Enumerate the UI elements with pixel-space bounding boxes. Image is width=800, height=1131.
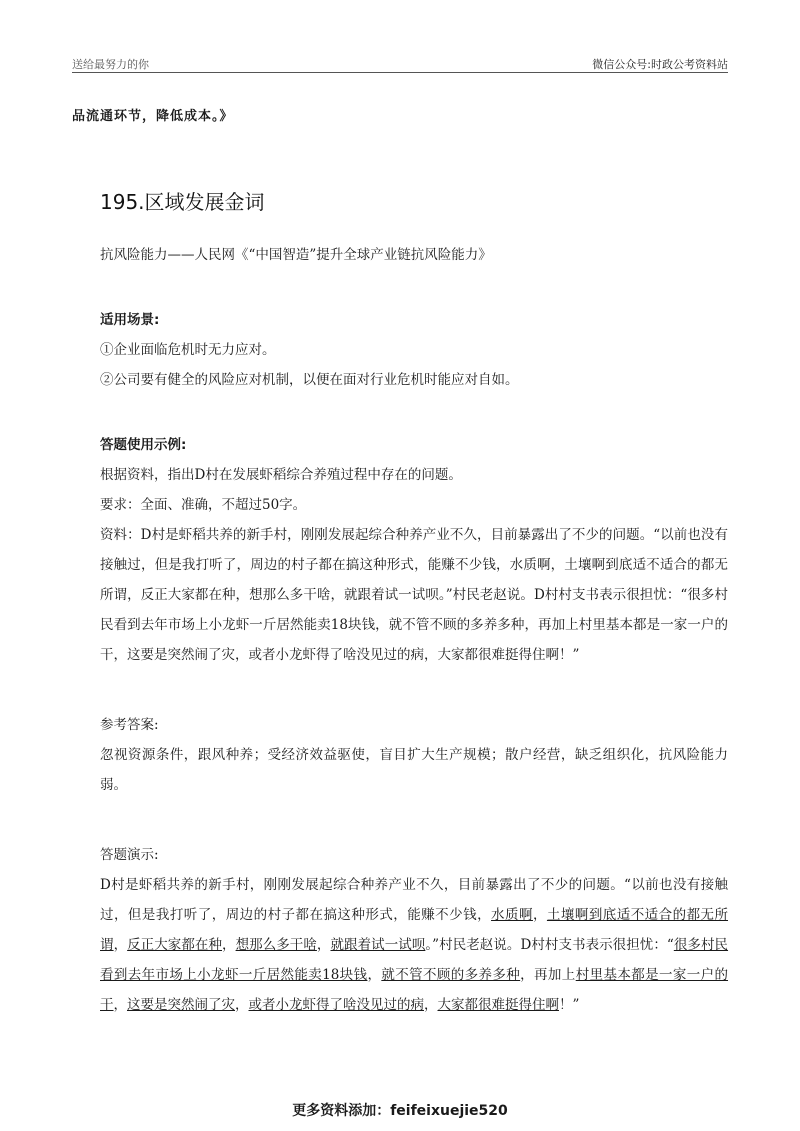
demo-text (100, 870, 728, 1020)
example-material: 资料：D村是虾稻共养的新手村，刚刚发展起综合种养产业不久，目前暴露出了不少的问题。“以前也没有接触过，但是我打听了，周边的村子都在搞这种形式，能赚不少钱，水质啊，土壤啊到底适不适合的都无所谓，反正大家都在种，想那么多干啥，就跟着试一试呗。”村民老赵说。D村村支书表示很担忧：“很多村民看到去年市场上小龙虾一斤居然能卖18块钱，就不管不顾的多养多种，再加上村里基本都是一家一户的干，这要是突然闹了灾，或者小龙虾得了啥没见过的病，大家都很难挺得住啊！” (100, 527, 728, 663)
demo-segment: 土壤啊到底适不适合的都无所谓 (100, 907, 729, 953)
reference-answer: 忽视资源条件，跟风种养；受经济效益驱使，盲目扩大生产规模；散户经营，缺乏组织化，抗风险能力弱。 (100, 747, 728, 793)
demo-segment: 水质啊 (491, 907, 533, 923)
scenario-item: ①企业面临危机时无力应对。 (100, 342, 276, 358)
demo-segment: ， (222, 937, 236, 953)
scenario-heading: 适用场景: (100, 312, 160, 328)
demo-segment: 想那么多干啥 (235, 937, 317, 953)
reference-block (100, 710, 728, 800)
example-block (100, 430, 728, 670)
section-title: 195.区域发展金词 (100, 190, 265, 214)
demo-block (100, 840, 728, 1020)
demo-segment: 大家都很难挺得住啊 (437, 997, 559, 1013)
demo-segment: 反正大家都在种 (127, 937, 223, 953)
demo-segment: ， (113, 937, 128, 953)
header-wechat-account: 微信公众号:时政公考资料站 (592, 58, 728, 71)
demo-segment: 这要是突然闹了灾 (127, 997, 235, 1013)
reference-heading: 参考答案: (100, 717, 159, 733)
subtitle: 抗风险能力——人民网《“中国智造”提升全球产业链抗风险能力》 (100, 247, 492, 263)
demo-segment: 村里基本都是一家一户的干 (100, 967, 729, 1013)
continued-text: 品流通环节，降低成本。》 (72, 109, 234, 124)
demo-segment: ， (532, 907, 547, 923)
scenario-block (100, 305, 728, 395)
demo-segment: 就不管不顾的多养多种 (381, 967, 521, 983)
demo-segment: ，再加上 (520, 967, 576, 983)
demo-segment: 就跟着试一试呗 (330, 937, 426, 953)
demo-segment: ！” (559, 997, 580, 1013)
page-footer: 更多资料添加：feifeixuejie520 (292, 1103, 508, 1119)
demo-segment: 。”村民老赵说。D村村支书表示很担忧：“ (425, 937, 674, 953)
example-requirement: 要求：全面、准确，不超过50字。 (100, 497, 307, 513)
demo-segment: 或者小龙虾得了啥没见过的病 (248, 997, 424, 1013)
scenario-item: ②公司要有健全的风险应对机制，以便在面对行业危机时能应对自如。 (100, 372, 519, 388)
demo-segment: ， (113, 997, 127, 1013)
demo-segment: 很多村民看到去年市场上小龙虾一斤居然能卖18块钱 (100, 937, 729, 983)
subtitle-block (100, 240, 728, 270)
demo-segment: D村是虾稻共养的新手村，刚刚发展起综合种养产业不久，目前暴露出了不少的问题。“以前也没有接触过，但是我打听了，周边的村子都在搞这种形式，能赚不少钱， (100, 877, 728, 923)
demo-segment: ， (367, 967, 382, 983)
header-slogan: 送给最努力的你 (72, 58, 149, 71)
page-header (72, 54, 728, 73)
demo-segment: ， (235, 997, 249, 1013)
example-question: 根据资料，指出D村在发展虾稻综合养殖过程中存在的问题。 (100, 467, 462, 483)
demo-segment: ， (316, 937, 331, 953)
demo-segment: ， (424, 997, 438, 1013)
demo-heading: 答题演示: (100, 847, 159, 863)
example-heading: 答题使用示例: (100, 437, 187, 453)
